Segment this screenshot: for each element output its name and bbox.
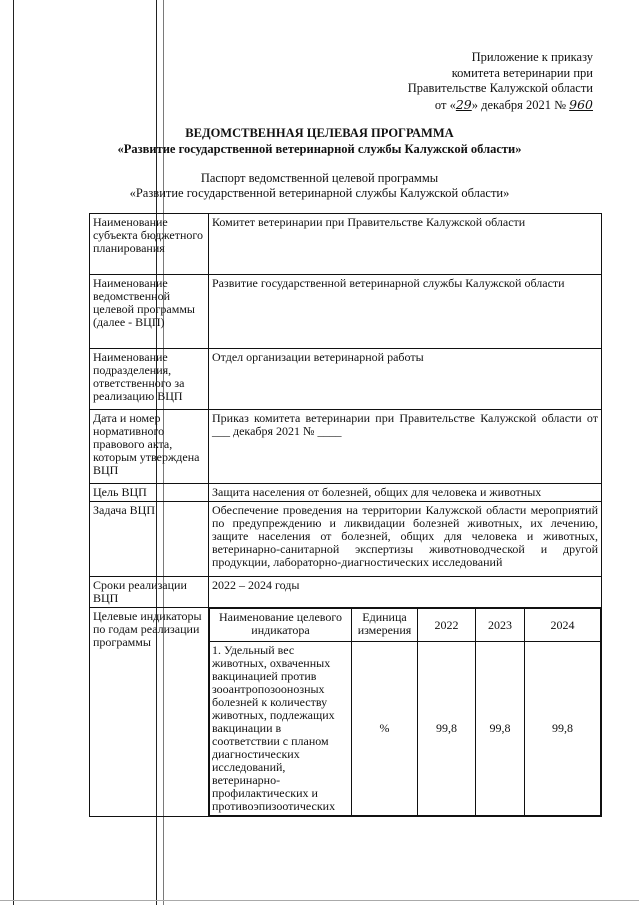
- date-middle: » декабря 2021 №: [471, 97, 570, 112]
- indicator-value-2024: 99,8: [525, 642, 601, 816]
- table-row: [90, 410, 602, 484]
- row-label: Целевые индикаторы по годам реализации программы: [90, 608, 209, 817]
- header-year-2023: 2023: [476, 609, 525, 642]
- indicator-value-2022: 99,8: [418, 642, 476, 816]
- passport-subtitle-name: «Развитие государственной ветеринарной службы Калужской области»: [129, 186, 510, 200]
- row-label: Наименование ведомственной целевой программы (далее - ВЦП): [90, 275, 209, 349]
- indicators-header-row: [210, 609, 601, 642]
- row-label: Сроки реализации ВЦП: [90, 577, 209, 608]
- row-value: 2022 – 2024 годы: [209, 577, 602, 608]
- header-year-2024: 2024: [525, 609, 601, 642]
- program-title-name: «Развитие государственной ветеринарной службы Калужской области»: [117, 142, 522, 156]
- table-row: [90, 214, 602, 275]
- indicators-table: [209, 608, 601, 816]
- row-value: Комитет ветеринарии при Правительстве Калужской области: [209, 214, 602, 275]
- table-row: [90, 608, 602, 817]
- appendix-line-1: Приложение к приказу: [471, 50, 593, 64]
- row-label: Цель ВЦП: [90, 484, 209, 502]
- appendix-line-3: Правительстве Калужской области: [407, 81, 593, 95]
- scan-line-bottom: [0, 900, 639, 901]
- row-value: Отдел организации ветеринарной работы: [209, 349, 602, 410]
- table-row: [90, 349, 602, 410]
- date-day: 29: [455, 96, 472, 112]
- row-label: Наименование подразделения, ответственного за реализацию ВЦП: [90, 349, 209, 410]
- header-year-2022: 2022: [418, 609, 476, 642]
- header-unit: Единица измерения: [352, 609, 418, 642]
- date-prefix: от «: [434, 97, 456, 112]
- row-label: Дата и номер нормативного правового акта, которым утверждена ВЦП: [90, 410, 209, 484]
- row-label: Наименование субъекта бюджетного планирования: [90, 214, 209, 275]
- passport-table: [89, 213, 602, 817]
- header-indicator-name: Наименование целевого индикатора: [210, 609, 352, 642]
- passport-subtitle: Паспорт ведомственной целевой программы: [200, 171, 439, 185]
- appendix-block: [408, 50, 593, 113]
- appendix-line-2: комитета ветеринарии при: [451, 65, 593, 80]
- row-value: Обеспечение проведения на территории Калужской области мероприятий по предупреждению и ликвидации болезней животных, их лечению, защите населения от болезней, общих для человека и животных, ветеринарно-санитарной экспертизы животноводческой и другой продукции, лабораторно-диагностических исследований: [209, 502, 602, 577]
- appendix-date-line: [408, 97, 593, 114]
- indicator-value-2023: 99,8: [476, 642, 525, 816]
- table-row: [90, 577, 602, 608]
- indicator-unit: %: [352, 642, 418, 816]
- table-row: [210, 642, 601, 816]
- program-title: ВЕДОМСТВЕННАЯ ЦЕЛЕВАЯ ПРОГРАММА: [185, 126, 454, 140]
- date-number: 960: [569, 96, 593, 112]
- row-label: Задача ВЦП: [90, 502, 209, 577]
- table-row: [90, 275, 602, 349]
- row-value: Развитие государственной ветеринарной службы Калужской области: [209, 275, 602, 349]
- table-row: [90, 502, 602, 577]
- indicators-cell: [209, 608, 602, 817]
- table-row: [90, 484, 602, 502]
- indicator-name: 1. Удельный вес животных, охваченных вакцинацией против зооантропозоонозных болезней к количеству животных, подлежащих вакцинации в соответствии с планом диагностических исследований, ветеринарно-профилактических и противоэпизоотических: [210, 642, 352, 816]
- row-value: Защита населения от болезней, общих для человека и животных: [209, 484, 602, 502]
- row-value: Приказ комитета ветеринарии при Правительстве Калужской области от ___ декабря 2021 № ____: [209, 410, 602, 484]
